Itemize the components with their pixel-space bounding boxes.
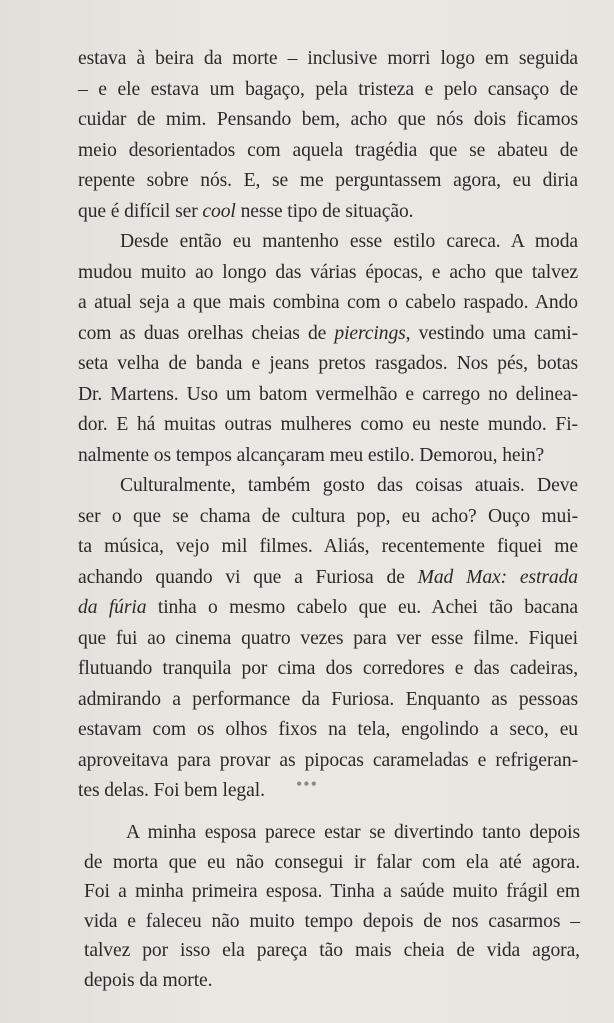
text-line: Culturalmente, também gosto das coisas atuais. Deve <box>120 475 578 496</box>
paragraph-3 <box>78 471 578 807</box>
text-line: que é difícil ser cool nesse tipo de situação. <box>78 200 414 222</box>
text-line: Dr. Martens. Uso um batom vermelhão e carrego no delinea- <box>78 383 578 405</box>
text-line: ser o que se chama de cultura pop, eu acho? Ouço mui- <box>78 505 578 527</box>
text-line: com as duas orelhas cheias de piercings, vestindo uma cami- <box>78 322 578 344</box>
text-line: talvez por isso ela pareça tão mais cheia de vida agora, <box>84 940 580 962</box>
text-line: cuidar de mim. Pensando bem, acho que nós dois ficamos <box>78 109 578 130</box>
section-separator: ••• <box>296 774 318 794</box>
text-line: depois da morte. <box>84 969 213 991</box>
book-page-text <box>78 44 578 807</box>
text-line: ta música, vejo mil filmes. Aliás, recentemente fiquei me <box>78 536 578 557</box>
text-line: flutuando tranquila por cima dos corredores e das cadeiras, <box>78 658 578 679</box>
text-line: – e ele estava um bagaço, pela tristeza e pelo cansaço de <box>78 78 578 100</box>
text-line: que fui ao cinema quatro vezes para ver esse filme. Fiquei <box>78 627 578 649</box>
text-line: meio desorientados com aquela tragédia que se abateu de <box>78 139 578 161</box>
paragraph-1 <box>78 44 578 227</box>
text-line: Foi a minha primeira esposa. Tinha a saúde muito frágil em <box>84 881 580 903</box>
text-line: admirando a performance da Furiosa. Enquanto as pessoas <box>78 688 578 710</box>
text-line: dor. E há muitas outras mulheres como eu neste mundo. Fi- <box>78 414 578 435</box>
text-line: vida e faleceu não muito tempo depois de nos casarmos – <box>84 910 580 932</box>
text-line: achando quando vi que a Furiosa de Mad Max: estrada <box>78 566 578 588</box>
text-line: A minha esposa parece estar se divertindo tanto depois <box>126 822 580 843</box>
text-line: repente sobre nós. E, se me perguntassem agora, eu diria <box>78 170 578 191</box>
text-line: seta velha de banda e jeans pretos rasgados. Nos pés, botas <box>78 353 578 374</box>
text-line: nalmente os tempos alcançaram meu estilo. Demorou, hein? <box>78 444 545 466</box>
text-line: aproveitava para provar as pipocas carameladas e refrigeran- <box>78 749 578 771</box>
text-line: Desde então eu mantenho esse estilo careca. A moda <box>120 231 578 252</box>
paragraph-4 <box>84 818 580 996</box>
text-line: da fúria tinha o mesmo cabelo que eu. Achei tão bacana <box>78 597 578 618</box>
text-line: estava à beira da morte – inclusive morri logo em seguida <box>78 48 578 69</box>
paragraph-2 <box>78 227 578 471</box>
text-line: estavam com os olhos fixos na tela, engolindo a seco, eu <box>78 719 578 740</box>
text-line: tes delas. Foi bem legal. <box>78 780 265 801</box>
text-line: de morta que eu não consegui ir falar com ela até agora. <box>84 851 580 873</box>
text-line: mudou muito ao longo das várias épocas, e acho que talvez <box>78 261 578 283</box>
section-2-text <box>84 818 580 996</box>
text-line: a atual seja a que mais combina com o cabelo raspado. Ando <box>78 292 578 313</box>
